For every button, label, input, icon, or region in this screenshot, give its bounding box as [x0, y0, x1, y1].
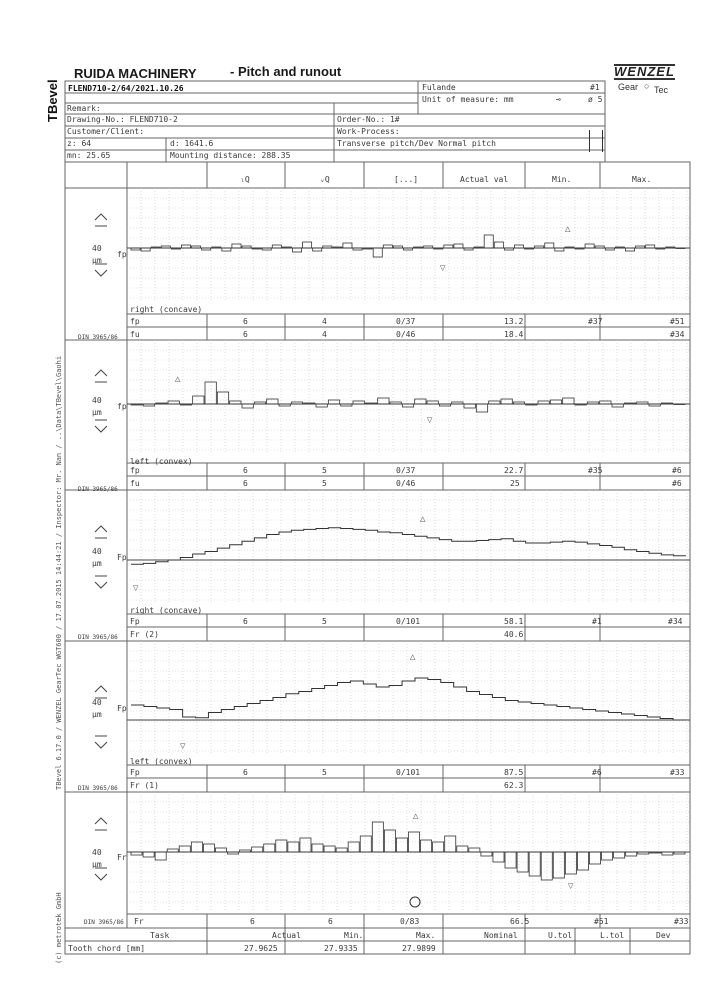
side-note-copyright: (c) metrotek GmbH — [55, 892, 63, 964]
fulande-label: Fulande — [422, 83, 456, 92]
p2r2-q2: 5 — [322, 479, 327, 488]
p5r1-val: 66.5 — [510, 917, 530, 926]
p3r1-q2: 5 — [322, 617, 327, 626]
p1r1-min: #37 — [588, 317, 603, 326]
p3r1-max: #34 — [668, 617, 683, 626]
remark-label: Remark: — [67, 104, 101, 113]
panel5-scale: 40 — [92, 848, 102, 857]
panel2-scale: 40 — [92, 396, 102, 405]
pitch-diameter: d: 1641.6 — [170, 139, 214, 148]
extreme-marker: △ — [420, 515, 426, 523]
footer-task: Tooth chord [mm] — [68, 944, 146, 953]
p3r1-q1: 6 — [243, 617, 248, 626]
col-header-q1: ₗQ — [240, 175, 250, 184]
p4r1-frac: 0/101 — [396, 768, 421, 777]
panel2-din: DIN 3965/86 — [78, 486, 118, 493]
extreme-marker: ▽ — [133, 584, 139, 592]
p4r1-max: #33 — [670, 768, 685, 777]
p1r2-q2: 4 — [322, 330, 327, 339]
logo-gear-icon: ○ — [644, 81, 650, 91]
p1r2-frac: 0/46 — [396, 330, 416, 339]
p2r2-max: #6 — [672, 479, 682, 488]
p2r1-val: 22.7 — [504, 466, 524, 475]
p1r1-q1: 6 — [243, 317, 248, 326]
p2r2-frac: 0/46 — [396, 479, 416, 488]
panel1-scale: 40 — [92, 244, 102, 253]
panel2-axis: fp — [117, 402, 127, 411]
footer-actual: 27.9625 — [244, 944, 278, 953]
logo-sub1: Gear — [618, 82, 639, 92]
p2r1-min: #35 — [588, 466, 603, 475]
p3r1-min: #1 — [592, 617, 602, 626]
panel5-axis: Fr — [117, 853, 127, 862]
panel5-din: DIN 3965/86 — [84, 919, 124, 926]
order-number: Order-No.: 1# — [337, 115, 400, 124]
footer-h-dev: Dev — [656, 931, 671, 940]
p5r1-name: Fr — [134, 917, 144, 926]
p1r2-name: fu — [130, 330, 140, 339]
panel3-unit: μm — [92, 559, 102, 568]
p2r1-q1: 6 — [243, 466, 248, 475]
page-number: #1 — [590, 83, 600, 92]
p3r1-val: 58.1 — [504, 617, 524, 626]
p3r2-val: 40.6 — [504, 630, 524, 639]
side-note-inspector: TBevel 6.17.0 / WENZEL GearTec WGT600 / 17.07.2015 14:44:21 / Inspector: Mr. Nan / ..\Data\TBevel\Gaohi — [55, 355, 63, 790]
process-label: Work-Process: — [337, 127, 400, 136]
p3r1-name: Fp — [130, 617, 140, 626]
logo-brand: WENZEL — [614, 64, 675, 79]
extreme-marker: △ — [413, 812, 419, 820]
customer-label: Customer/Client: — [67, 127, 145, 136]
panel4-unit: μm — [92, 710, 102, 719]
extreme-marker: △ — [410, 653, 416, 661]
col-header-q2: ᵥQ — [320, 175, 330, 184]
p2r1-frac: 0/37 — [396, 466, 416, 475]
p2r1-q2: 5 — [322, 466, 327, 475]
panel3-axis: Fp — [117, 553, 127, 562]
p5r1-min: #51 — [594, 917, 609, 926]
p1r2-q1: 6 — [243, 330, 248, 339]
part-number: FLEND710-2/64/2021.10.26 — [68, 84, 184, 93]
extreme-marker: ▽ — [180, 742, 186, 750]
footer-min: 27.9335 — [324, 944, 358, 953]
extreme-marker: ▽ — [568, 882, 574, 890]
p2r2-q1: 6 — [243, 479, 248, 488]
teeth-count: z: 64 — [67, 139, 92, 148]
col-header-range: [...] — [394, 175, 419, 184]
footer-h-utol: U.tol — [548, 931, 573, 940]
logo-sub2: Tec — [654, 85, 669, 95]
p3r2-name: Fr (2) — [130, 630, 159, 639]
p4r1-q1: 6 — [243, 768, 248, 777]
p1r1-name: fp — [130, 317, 140, 326]
col-header-max: Max. — [632, 175, 652, 184]
unit-of-measure: Unit of measure: mm — [422, 95, 514, 104]
drawing-number: Drawing-No.: FLEND710-2 — [67, 115, 178, 124]
panel1-unit: μm — [92, 256, 102, 265]
panel4-scale: 40 — [92, 698, 102, 707]
p4r1-val: 87.5 — [504, 768, 524, 777]
diameter-icon: ⊸ — [556, 95, 561, 104]
p1r1-frac: 0/37 — [396, 317, 416, 326]
extreme-marker: △ — [565, 225, 571, 233]
p1r1-q2: 4 — [322, 317, 327, 326]
footer-max: 27.9899 — [402, 944, 436, 953]
footer-h-nominal: Nominal — [484, 931, 518, 940]
footer-h-max: Max. — [416, 931, 436, 940]
diameter-value: ø 5 — [588, 95, 603, 104]
p4r1-name: Fp — [130, 768, 140, 777]
company-name: RUIDA MACHINERY — [74, 66, 197, 81]
footer-h-ltol: L.tol — [600, 931, 625, 940]
p5r1-frac: 0/83 — [400, 917, 420, 926]
report-title: - Pitch and runout — [230, 64, 342, 79]
p2r1-name: fp — [130, 466, 140, 475]
p2r2-val: 25 — [510, 479, 520, 488]
extreme-marker: △ — [175, 375, 181, 383]
side-title: TBevel — [45, 79, 60, 122]
p4r1-q2: 5 — [322, 768, 327, 777]
p4r2-val: 62.3 — [504, 781, 524, 790]
extreme-marker: ▽ — [427, 416, 433, 424]
panel1-flank: right (concave) — [130, 305, 203, 314]
footer-h-min: Min. — [344, 931, 364, 940]
mounting-distance: Mounting distance: 288.35 — [170, 151, 291, 160]
p1r2-val: 18.4 — [504, 330, 524, 339]
panel4-flank: left (convex) — [130, 757, 193, 766]
p1r2-max: #34 — [670, 330, 685, 339]
extreme-marker: ▽ — [440, 264, 446, 272]
panel3-flank: right (concave) — [130, 606, 203, 615]
panel3-din: DIN 3965/86 — [78, 634, 118, 641]
p4r1-min: #6 — [592, 768, 602, 777]
measure-mode: Transverse pitch/Dev Normal pitch — [337, 139, 496, 148]
panel5-unit: μm — [92, 860, 102, 869]
panel2-unit: μm — [92, 408, 102, 417]
panel2-flank: left (convex) — [130, 457, 193, 466]
p4r2-name: Fr (1) — [130, 781, 159, 790]
p2r1-max: #6 — [672, 466, 682, 475]
col-header-actual: Actual val — [460, 175, 509, 184]
panel1-din: DIN 3965/86 — [78, 334, 118, 341]
footer-h-task: Task — [150, 931, 170, 940]
p5r1-q2: 6 — [328, 917, 333, 926]
p3r1-frac: 0/101 — [396, 617, 421, 626]
footer-h-actual: Actual — [272, 931, 301, 940]
panel4-din: DIN 3965/86 — [78, 785, 118, 792]
panel3-scale: 40 — [92, 547, 102, 556]
panel1-axis: fp — [117, 250, 127, 259]
col-header-min: Min. — [552, 175, 572, 184]
p1r1-max: #51 — [670, 317, 685, 326]
panel4-axis: Fp — [117, 704, 127, 713]
p1r1-val: 13.2 — [504, 317, 524, 326]
p5r1-max: #33 — [674, 917, 689, 926]
p2r2-name: fu — [130, 479, 140, 488]
p5r1-q1: 6 — [250, 917, 255, 926]
normal-module: mn: 25.65 — [67, 151, 111, 160]
